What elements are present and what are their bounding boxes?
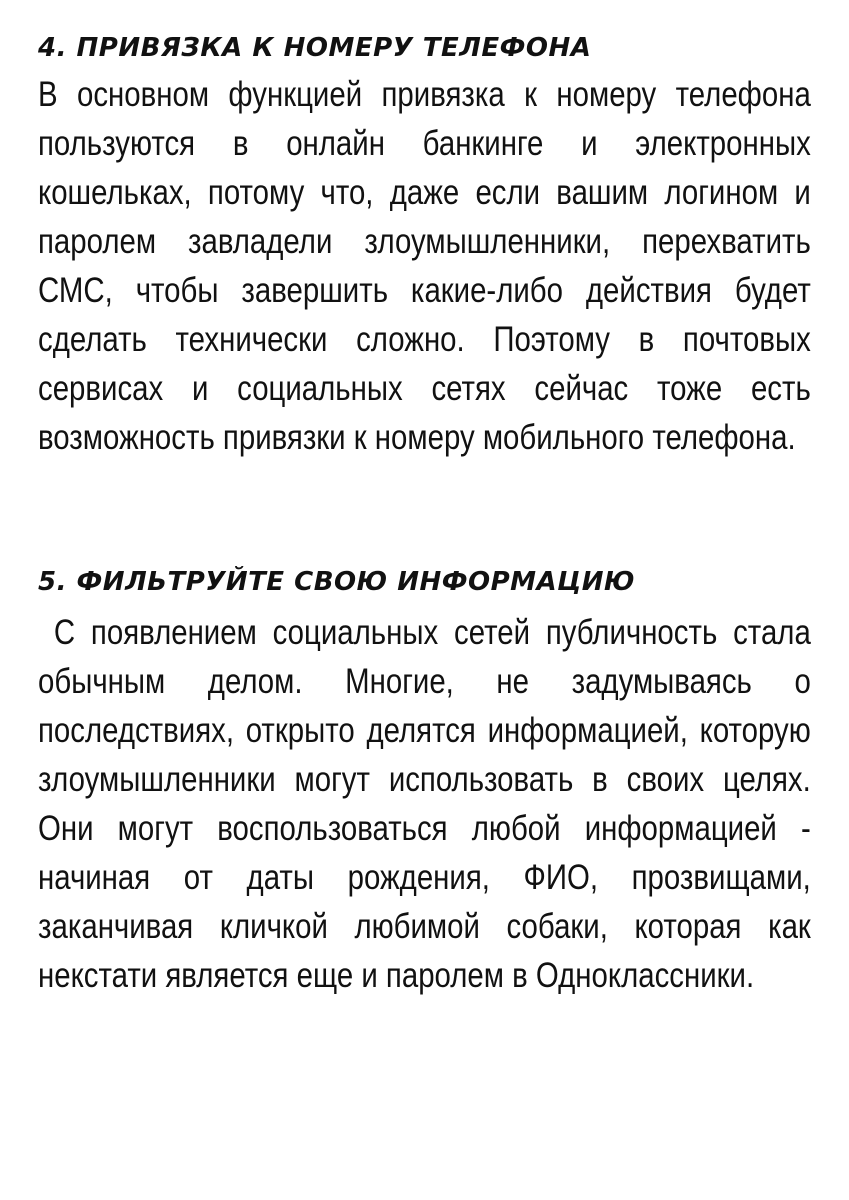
document-page [38,28,811,1068]
section-heading-filter-info: 5. ФИЛЬТРУЙТЕ СВОЮ ИНФОРМАЦИЮ [38,567,636,597]
section-body-wrapper [38,608,811,1068]
section-body-filter-info: С появлением социальных сетей публичность стала обычным делом. Многие, не задумываясь о последствиях, открыто делятся информацией, которую злоумышленники могут использовать в своих целях. Они могут воспользоваться любой информацией - начиная от даты рождения, ФИО, прозвищами, заканчивая кличкой любимой собаки, которая как некстати является еще и паролем в Одноклассники. [38,613,811,995]
section-heading-phone-binding: 4. ПРИВЯЗКА К НОМЕРУ ТЕЛЕФОНА [38,33,592,63]
section-body-wrapper [38,70,811,560]
section-body-phone-binding: В основном функцией привязка к номеру телефона пользуются в онлайн банкинге и электронных кошельках, потому что, даже если вашим логином и паролем завладели злоумышленники, перехватить СМС, чтобы завершить какие-либо действия будет сделать технически сложно. Поэтому в почтовых сервисах и социальных сетях сейчас тоже есть возможность привязки к номеру мобильного телефона. [38,75,811,457]
